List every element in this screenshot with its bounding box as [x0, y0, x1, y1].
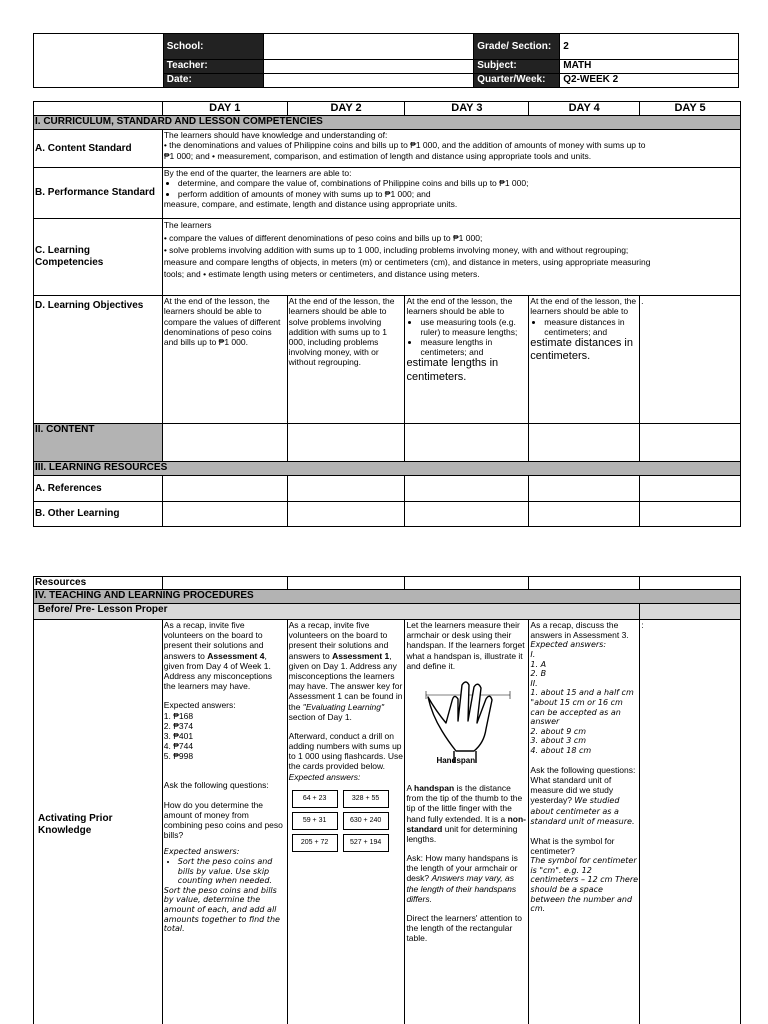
- day2-drill: Afterward, conduct a drill on adding numbers with sums up to 1 000 using flashcards. Use the cards provided below.: [288, 730, 403, 772]
- content-standard-label: A. Content Standard: [34, 130, 163, 168]
- objective-day3-intro: At the end of the lesson, the learners should be able to: [406, 296, 513, 317]
- res-day3: [405, 577, 529, 590]
- references-day3: [405, 476, 529, 502]
- content-day5: [640, 424, 741, 462]
- flashcard: 205 + 72: [292, 834, 338, 852]
- day3-ask-italic: Answers may vary, as the length of their handspans differs.: [406, 873, 517, 904]
- objective-day3-outro: estimate lengths in centimeters.: [406, 357, 499, 383]
- day1-recap-text: , given from Day 4 of Week 1. Address any misconceptions the learners may have.: [163, 650, 272, 692]
- objective-day4-outro: estimate distances in centimeters.: [530, 336, 633, 363]
- day1-recap: [164, 620, 286, 691]
- competencies-text: [162, 219, 740, 296]
- competency-line: • solve problems involving addition with sums up to 1 000, including problems involving money, with and without regrouping;: [163, 244, 629, 255]
- day1-question: How do you determine the amount of money from combining peso coins and peso bills?: [163, 799, 283, 841]
- day4-question-answer: The symbol for centimeter is "cm". e.g. 12 centimeters – 12 cm There should be a space between the number and cm.: [530, 856, 639, 914]
- day1-answer: 2. ₱374: [163, 720, 194, 731]
- logo-cell: [34, 34, 164, 88]
- school-value: [263, 34, 474, 60]
- day1-expected-label: Expected answers:: [163, 700, 236, 711]
- objective-day3-item: • measure lengths in centimeters; and: [420, 337, 527, 357]
- activating-day5: :: [640, 620, 741, 1024]
- performance-item: • perform addition of amounts of money with sums up to ₱1 000; and: [178, 189, 739, 199]
- day2-recap-italic: "Evaluating Learning": [302, 701, 384, 712]
- objective-day5: .: [640, 296, 741, 424]
- content-day3: [405, 424, 529, 462]
- day1-tail: Sort the peso coins and bills by value, determine the amount of each, and add all amounts together to find the total.: [163, 885, 280, 934]
- day1-expected-italic: Expected answers:: [163, 847, 240, 857]
- day2-expected-label: Expected answers:: [288, 771, 361, 782]
- date-value: [263, 74, 474, 88]
- day3-ask: [406, 853, 527, 904]
- lesson-table: [33, 101, 741, 527]
- performance-outro: measure, compare, and estimate, length and distance using appropriate units.: [163, 198, 458, 209]
- day4-answer: 4. about 18 cm: [530, 745, 592, 755]
- flashcard: 630 + 240: [343, 812, 389, 830]
- content-standard-line: ₱1 000; and • measurement, comparison, and estimation of length and distance using appropriate tools and units.: [163, 150, 592, 161]
- objective-day2: At the end of the lesson, the learners should be able to solve problems involving addition with sums up to 1 000, including problems involving money, with or without regrouping.: [287, 296, 405, 424]
- flashcard: 527 + 194: [343, 834, 389, 852]
- objective-day4-intro: At the end of the lesson, the learners should be able to: [530, 296, 637, 317]
- day4-answer: 3. about 3 cm: [530, 736, 587, 746]
- day4-recap: As a recap, discuss the answers in Assessment 3.: [530, 620, 629, 641]
- activating-day1: [162, 620, 287, 1024]
- day1-header: DAY 1: [162, 102, 287, 116]
- day2-header: DAY 2: [287, 102, 405, 116]
- activating-day2: [287, 620, 405, 1024]
- other-day3: [405, 502, 529, 527]
- flashcard: 59 + 31: [292, 812, 338, 830]
- handspan-caption: Handspan: [436, 755, 476, 765]
- resources-heading: III. LEARNING RESOURCES: [34, 462, 741, 476]
- res-day5: [640, 577, 741, 590]
- teacher-label: Teacher:: [163, 60, 263, 74]
- activating-day4: [529, 620, 640, 1024]
- content-standard-line: The learners should have knowledge and understanding of:: [163, 130, 388, 141]
- day1-ask: Ask the following questions:: [163, 780, 269, 791]
- day3-def-bold: handspan: [414, 782, 455, 793]
- header-table: [33, 33, 739, 88]
- day3-def-bold: non-standard: [406, 813, 526, 834]
- other-day2: [287, 502, 405, 527]
- performance-standard-text: [162, 168, 740, 219]
- day3-intro: Let the learners measure their armchair or desk using their handspan. If the learners forget what a handspan is, illustrate it and define it.: [406, 620, 525, 671]
- competency-line: The learners: [163, 220, 212, 231]
- day1-answer: 3. ₱401: [163, 730, 194, 741]
- teacher-value: [263, 60, 474, 74]
- day1-answer: 1. ₱168: [163, 710, 194, 721]
- day1-recap-text: As a recap, invite five volunteers on the board to present their solutions and answers to: [163, 620, 264, 661]
- curriculum-heading: I. CURRICULUM, STANDARD AND LESSON COMPETENCIES: [34, 116, 741, 130]
- day2-recap-text: section of Day 1.: [288, 711, 352, 722]
- objective-day4-item: • measure distances in centimeters; and: [544, 317, 638, 337]
- references-day1: [162, 476, 287, 502]
- day2-recap: [289, 620, 404, 722]
- references-day5: [640, 476, 741, 502]
- day5-header: DAY 5: [640, 102, 741, 116]
- day4-answer: 1. about 15 and a half cm "about 15 cm or 16 cm can be accepted as an answer: [530, 688, 634, 727]
- subject-value: MATH: [560, 60, 739, 74]
- grade-value: 2: [560, 34, 739, 60]
- res-day1: [162, 577, 287, 590]
- day4-list-item: II.: [530, 678, 538, 688]
- day3-def-text: is the distance from the tip of the thumb to the tip of the little finger with the hand fully extended. It is a: [406, 782, 523, 824]
- content-standard-text: [162, 130, 740, 168]
- day4-list-item: I.: [530, 649, 536, 659]
- objective-day3: [405, 296, 529, 424]
- other-day5: [640, 502, 741, 527]
- objective-day4: [529, 296, 640, 424]
- content-standard-line: • the denominations and values of Philippine coins and bills up to ₱1 000, and the addition of amounts of money with sums up to: [163, 140, 646, 151]
- before-lesson-day5: [640, 604, 741, 620]
- flashcard: 328 + 55: [343, 790, 389, 808]
- quarter-value: Q2-WEEK 2: [560, 74, 739, 88]
- competencies-label: C. Learning Competencies: [34, 219, 163, 296]
- grade-label: Grade/ Section:: [474, 34, 560, 60]
- other-day4: [529, 502, 640, 527]
- references-day2: [287, 476, 405, 502]
- day4-list-item: 2. B: [530, 669, 547, 679]
- res-day4: [529, 577, 640, 590]
- performance-standard-label: B. Performance Standard: [34, 168, 163, 219]
- day3-ask-text: Ask: How many handspans is the length of your armchair or desk?: [406, 853, 518, 884]
- day3-def-text: unit for determining lengths.: [406, 823, 518, 844]
- day4-answer: 2. about 9 cm: [530, 726, 587, 736]
- day2-recap-bold: Assessment 1: [332, 650, 390, 661]
- flashcard: 64 + 23: [292, 790, 338, 808]
- day2-recap-text: As a recap, invite five volunteers on the board to present their solutions and answers to: [288, 620, 389, 661]
- day1-answer: 5. ₱998: [163, 751, 194, 762]
- school-label: School:: [163, 34, 263, 60]
- day3-def-text: A: [406, 782, 414, 793]
- day4-expected-label: Expected answers:: [530, 640, 607, 650]
- flashcard-grid: [289, 788, 404, 854]
- performance-intro: By the end of the quarter, the learners are able to:: [163, 168, 352, 179]
- competency-line: tools; and • estimate length using meters or centimeters, and distance using meters.: [163, 269, 480, 280]
- res-day2: [287, 577, 405, 590]
- content-heading: II. CONTENT: [34, 424, 163, 462]
- references-label: A. References: [34, 476, 163, 502]
- day4-header: DAY 4: [529, 102, 640, 116]
- resources-continued-label: Resources: [34, 577, 163, 590]
- corner-cell: [34, 102, 163, 116]
- objective-day1: At the end of the lesson, the learners should be able to compare the values of different denominations of peso coins and bills up to ₱1 000.: [162, 296, 287, 424]
- procedures-heading: IV. TEACHING AND LEARNING PROCEDURES: [34, 590, 741, 604]
- day3-definition: [406, 783, 527, 844]
- content-day1: [162, 424, 287, 462]
- activating-label: Activating Prior Knowledge: [34, 620, 163, 1024]
- other-day1: [162, 502, 287, 527]
- day4-ask-text: Ask the following questions: What standard unit of measure did we study yesterday?: [530, 764, 636, 806]
- day1-recap-bold: Assessment 4: [207, 650, 265, 661]
- subject-label: Subject:: [474, 60, 560, 74]
- day4-ask-italic: We studied about centimeter as a standard unit of measure.: [530, 796, 635, 827]
- references-day4: [529, 476, 640, 502]
- content-day4: [529, 424, 640, 462]
- day3-header: DAY 3: [405, 102, 529, 116]
- day4-question: What is the symbol for centimeter?: [530, 835, 615, 857]
- performance-item: • determine, and compare the value of, combinations of Philippine coins and bills up to ₱1 000;: [178, 178, 739, 188]
- procedures-table: [33, 576, 741, 1024]
- other-learning-label: B. Other Learning: [34, 502, 163, 527]
- objectives-label: D. Learning Objectives: [34, 296, 163, 424]
- before-lesson-heading: Before/ Pre- Lesson Proper: [34, 604, 640, 620]
- content-day2: [287, 424, 405, 462]
- competency-line: • compare the values of different denominations of peso coins and bills up to ₱1 000;: [163, 232, 483, 243]
- day2-recap-text: , given on Day 1. Address any misconceptions the learners may have. The answer key for Assessment 1 can be found in the: [288, 650, 403, 712]
- objective-day3-item: • use measuring tools (e.g. ruler) to measure lengths;: [420, 317, 527, 337]
- day1-answer: 4. ₱744: [163, 741, 194, 752]
- day1-bullet: • Sort the peso coins and bills by value. Use skip counting when needed.: [178, 857, 286, 886]
- day3-direct: Direct the learners' attention to the length of the rectangular table.: [406, 913, 522, 944]
- quarter-label: Quarter/Week:: [474, 74, 560, 88]
- competency-line: measure and compare lengths of objects, in meters (m) or centimeters (cm), and distance in meters, using appropriate measuring: [163, 257, 651, 268]
- handspan-illustration: [406, 671, 527, 771]
- activating-day3: [405, 620, 529, 1024]
- day4-ask: [530, 765, 638, 827]
- date-label: Date:: [163, 74, 263, 88]
- day4-list-item: 1. A: [530, 659, 547, 669]
